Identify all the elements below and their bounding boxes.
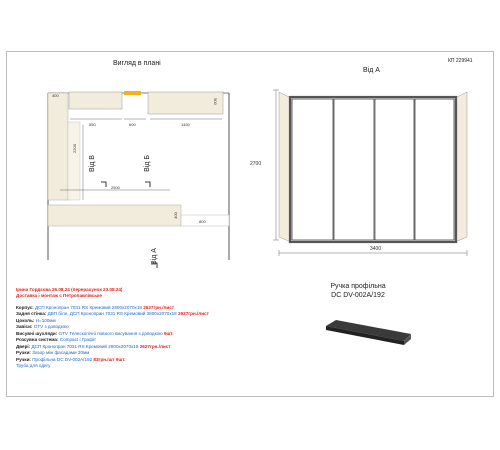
spec-row: Задня стінка: ДВП біле, ДСП Кронопран 7031 RS Кремовий 2800x2070x18 2627грн./лист <box>16 311 209 317</box>
front-width-dim: 3400 <box>370 246 382 252</box>
spec-row: Розсувна система: Compact і Графіт <box>16 337 96 343</box>
spec-row: Труба для одягу <box>16 362 51 368</box>
handle-title-line1: Ручка профільна <box>330 283 386 290</box>
handle-title-line2: DC DV-002A/192 <box>331 292 385 299</box>
spec-row: Корпус: ДСП Кронопран 7031 RS Кремовий 2800x2070x18 2627грн./лист <box>16 304 175 310</box>
spec-row: Ручки: Зазор між фасадами 30мм <box>16 350 90 356</box>
spec-row: Ручки: Профільна DC DV-002A/192 83грн./шт 9шт. <box>16 356 126 362</box>
spec-row: Завіси: GTV з доводкою <box>16 324 69 330</box>
view-label-a: Від А <box>150 248 158 265</box>
dim-2500: 2500 <box>111 185 120 190</box>
spec-row: Цоколь: H=100мм <box>16 317 56 323</box>
specification-block <box>16 287 276 369</box>
dim-500: 500 <box>212 98 218 105</box>
view-label-v: Від В <box>88 155 96 172</box>
dim-550: 550 <box>89 122 96 127</box>
order-code: КП 229941 <box>448 58 473 64</box>
dim-600: 600 <box>129 122 136 127</box>
plan-view-title: Вигляд в плані <box>113 60 161 67</box>
delivery-line: Доставка і монтаж с Петропавлівське <box>16 293 102 299</box>
front-height-dim: 2700 <box>250 161 262 167</box>
front-view-title: Від А <box>363 67 380 74</box>
spec-row: Двері: ДСП Кронопран 7031 RS Кремовий 2800x2070x18 2627грн./лист <box>16 343 171 349</box>
dim-2200: 2200 <box>71 144 77 153</box>
view-label-b: Від Б <box>143 155 151 172</box>
dim-800: 800 <box>199 219 206 224</box>
dim-1450: 1450 <box>181 122 190 127</box>
customer-note: (перерахунок 23.08.24) <box>71 287 123 292</box>
spec-row: Висувні шухляди: GTV Телескопічні повного висування з доводкою 9шт. <box>16 330 174 336</box>
dim-400b: 400 <box>172 212 178 219</box>
dim-400: 400 <box>52 93 59 98</box>
customer-name: Ірина Гордєєва 26.08.24 <box>16 287 70 292</box>
